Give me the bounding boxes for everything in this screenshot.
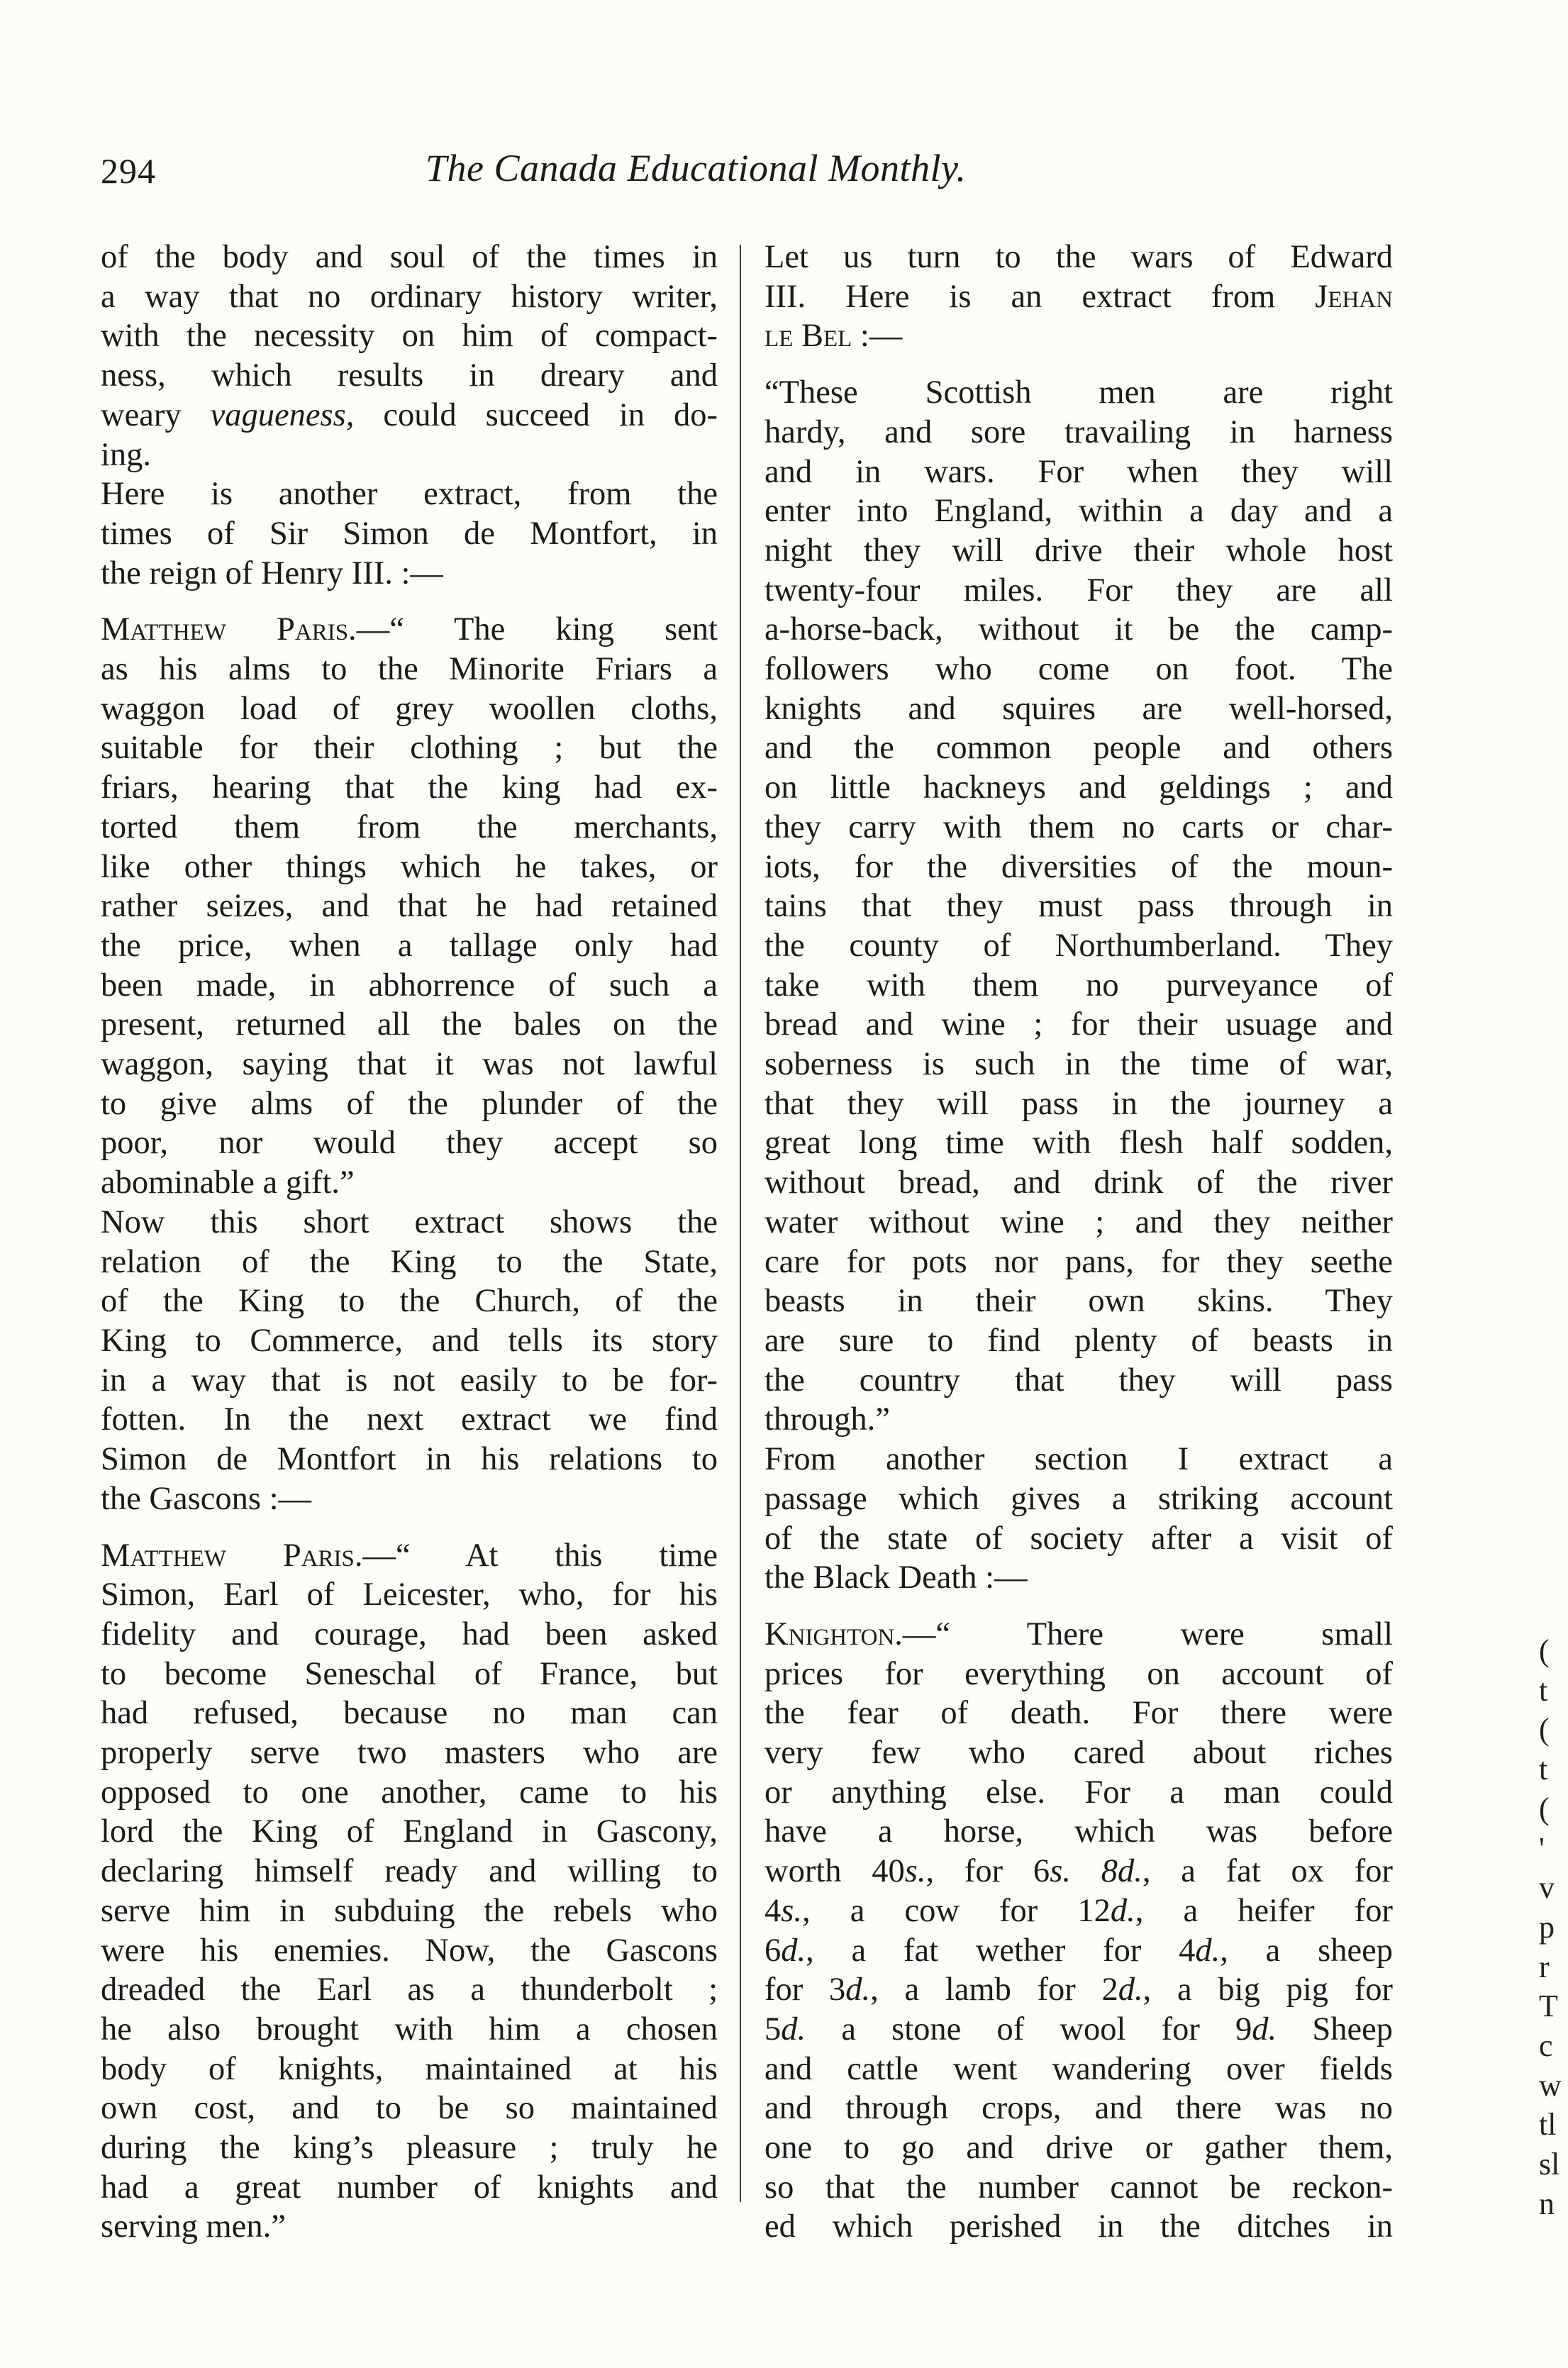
text-run: 6 <box>764 1932 782 1969</box>
text-run: have a horse, which was before <box>764 1813 1393 1850</box>
text-line <box>764 1519 1393 1559</box>
text-line <box>764 373 1393 413</box>
text-run: the Black Death :— <box>764 1560 1028 1596</box>
text-line <box>101 1361 718 1401</box>
text-line <box>764 1615 1393 1655</box>
text-line <box>101 1852 718 1891</box>
margin-fragment: T <box>1539 1989 1558 2024</box>
text-run: weary <box>101 396 211 433</box>
text-run: hardy, and sore travailing in harness <box>764 413 1393 450</box>
italic-text: d. <box>781 2011 806 2047</box>
text-line <box>764 238 1393 277</box>
text-run: present, returned all the bales on the <box>101 1006 718 1043</box>
text-line <box>101 554 718 594</box>
text-run: poor, nor would they accept so <box>101 1125 718 1162</box>
paragraph-gap <box>101 1519 718 1536</box>
text-line <box>764 1163 1393 1203</box>
text-line <box>101 808 718 847</box>
text-run: had refused, because no man can <box>101 1695 718 1732</box>
column-rule <box>740 245 741 2202</box>
text-run: Sheep <box>1277 2011 1394 2047</box>
text-line <box>101 316 718 356</box>
text-line <box>764 808 1393 847</box>
text-run: soberness is such in the time of war, <box>764 1046 1393 1083</box>
text-run: , a cow for 12 <box>801 1892 1111 1929</box>
text-run: friars, hearing that the king had ex- <box>101 769 718 806</box>
margin-fragment: ( <box>1539 1712 1550 1747</box>
text-run: , a fat ox for <box>1142 1853 1393 1890</box>
text-line <box>101 768 718 808</box>
running-head: The Canada Educational Monthly. <box>426 147 967 189</box>
text-line <box>764 1479 1393 1519</box>
text-line <box>101 1123 718 1163</box>
text-line <box>764 689 1393 729</box>
text-run: as his alms to the Minorite Friars a <box>101 651 718 688</box>
text-run: a stone of wool for 9 <box>806 2011 1252 2047</box>
text-line <box>101 2207 718 2247</box>
text-run: that they will pass in the journey a <box>764 1085 1393 1122</box>
text-line <box>101 435 718 475</box>
paragraph-gap <box>764 1598 1393 1615</box>
text-line <box>764 1970 1393 2010</box>
text-line <box>764 316 1393 356</box>
text-run: 5 <box>764 2011 782 2047</box>
text-run: the county of Northumberland. They <box>764 927 1393 964</box>
text-run: and cattle went wandering over fields <box>764 2050 1393 2087</box>
text-line <box>101 926 718 966</box>
text-run: King to Commerce, and tells its story <box>101 1322 718 1359</box>
text-line <box>101 728 718 768</box>
text-run: , a heifer for <box>1135 1892 1393 1929</box>
text-run: could succeed in do- <box>354 396 718 433</box>
text-line <box>101 1891 718 1931</box>
text-line <box>101 238 718 277</box>
margin-fragment: sl <box>1539 2147 1560 2182</box>
text-run: the country that they will pass <box>764 1362 1393 1399</box>
text-run: to become Seneschal of France, but <box>101 1655 718 1692</box>
left-column <box>101 238 718 2247</box>
text-line <box>764 531 1393 571</box>
margin-fragment: t <box>1539 1752 1548 1787</box>
text-line <box>764 1084 1393 1124</box>
text-run: like other things which he takes, or <box>101 848 718 885</box>
text-line <box>101 2010 718 2050</box>
paragraph-gap <box>101 593 718 610</box>
text-run: and in wars. For when they will <box>764 453 1393 490</box>
text-run: Simon, Earl of Leicester, who, for his <box>101 1577 718 1613</box>
text-line <box>764 1123 1393 1163</box>
text-line <box>764 926 1393 966</box>
text-run: and through crops, and there was no <box>764 2090 1393 2127</box>
text-run: , a sheep <box>1220 1932 1393 1969</box>
text-line <box>764 1733 1393 1773</box>
text-line <box>764 1282 1393 1321</box>
text-line <box>764 1400 1393 1440</box>
margin-fragment: n <box>1539 2186 1555 2221</box>
text-line <box>101 2128 718 2168</box>
text-line <box>101 1733 718 1773</box>
text-line <box>101 1812 718 1852</box>
text-line <box>764 1655 1393 1694</box>
text-line <box>764 1891 1393 1931</box>
margin-fragment: t <box>1539 1672 1548 1708</box>
text-line <box>764 1694 1393 1733</box>
text-run: relation of the King to the State, <box>101 1243 718 1280</box>
text-run: bread and wine ; for their usuage and <box>764 1006 1393 1043</box>
text-line <box>101 277 718 317</box>
text-run: torted them from the merchants, <box>101 808 718 845</box>
text-run: had a great number of knights and <box>101 2169 718 2206</box>
text-line <box>764 2010 1393 2050</box>
italic-text: d. <box>1252 2011 1277 2047</box>
text-run: or anything else. For a man could <box>764 1774 1393 1811</box>
margin-fragment: r <box>1539 1949 1550 1984</box>
margin-fragment: c <box>1539 2028 1553 2064</box>
text-run: “These Scottish men are right <box>764 374 1393 411</box>
text-line <box>101 474 718 514</box>
text-run: one to go and drive or gather them, <box>764 2130 1393 2167</box>
text-run: very few who cared about riches <box>764 1735 1393 1772</box>
text-line <box>101 514 718 554</box>
text-run: Let us turn to the wars of Edward <box>764 239 1393 275</box>
text-line <box>764 1321 1393 1361</box>
margin-fragment: w <box>1539 2067 1562 2103</box>
text-run: were his enemies. Now, the Gascons <box>101 1932 718 1969</box>
page-number: 294 <box>101 151 156 191</box>
text-line <box>101 1005 718 1045</box>
text-run: abominable a gift.” <box>101 1164 355 1201</box>
text-line <box>764 1440 1393 1479</box>
text-run: , for 6 <box>925 1853 1050 1890</box>
text-line <box>101 1400 718 1440</box>
text-line <box>764 768 1393 808</box>
margin-fragments <box>1539 1631 1566 2224</box>
text-line <box>101 1243 718 1282</box>
text-line <box>764 491 1393 531</box>
text-line <box>764 1558 1393 1598</box>
text-run: beasts in their own skins. They <box>764 1283 1393 1320</box>
text-line <box>101 1045 718 1084</box>
text-run: iots, for the diversities of the moun- <box>764 848 1393 885</box>
text-run: night they will drive their whole host <box>764 532 1393 569</box>
speaker-name: Matthew Paris. <box>101 1537 363 1574</box>
text-run: the Gascons :— <box>101 1480 312 1517</box>
text-run: opposed to one another, came to his <box>101 1774 718 1811</box>
text-line <box>101 1479 718 1519</box>
text-line <box>101 356 718 396</box>
margin-fragment: ( <box>1539 1633 1550 1668</box>
italic-text: s. <box>781 1892 802 1929</box>
text-line <box>101 2050 718 2089</box>
text-line <box>764 650 1393 689</box>
text-run: —“ At this time <box>362 1537 718 1574</box>
text-run: and the common people and others <box>764 730 1393 767</box>
italic-text: d. <box>1110 1892 1135 1929</box>
text-run: twenty-four miles. For they are all <box>764 572 1393 608</box>
italic-text: d. <box>1118 1972 1143 2008</box>
text-run: rather seizes, and that he had retained <box>101 888 718 925</box>
text-line <box>101 1440 718 1479</box>
text-run: serve him in subduing the rebels who <box>101 1892 718 1929</box>
speaker-name: Matthew Paris. <box>101 611 357 648</box>
text-line <box>764 1931 1393 1971</box>
text-run: , a lamb for 2 <box>870 1972 1118 2008</box>
text-line <box>764 1773 1393 1813</box>
text-run: waggon load of grey woollen cloths, <box>101 690 718 727</box>
text-run: 4 <box>764 1892 782 1929</box>
text-run: he also brought with him a chosen <box>101 2011 718 2047</box>
text-line <box>101 1321 718 1361</box>
text-line <box>101 610 718 650</box>
speaker-name: le Bel <box>764 318 852 355</box>
text-run: on little hackneys and geldings ; and <box>764 769 1393 806</box>
text-run: followers who come on foot. The <box>764 651 1393 688</box>
text-line <box>101 1084 718 1124</box>
text-run: Now this short extract shows the <box>101 1204 718 1240</box>
text-run: tains that they must pass through in <box>764 888 1393 925</box>
text-run: without bread, and drink of the river <box>764 1164 1393 1201</box>
text-run: properly serve two masters who are <box>101 1735 718 1772</box>
text-run: for 3 <box>764 1972 846 2008</box>
text-run: the fear of death. For there were <box>764 1695 1393 1732</box>
text-line <box>101 1773 718 1813</box>
text-run: —“ There were small <box>902 1616 1393 1652</box>
margin-fragment: p <box>1539 1909 1555 1945</box>
text-line <box>764 1005 1393 1045</box>
text-run: body of knights, maintained at his <box>101 2050 718 2087</box>
text-line <box>764 1812 1393 1852</box>
text-line <box>101 2089 718 2128</box>
text-run: , a fat wether for 4 <box>806 1932 1196 1969</box>
margin-fragment: ( <box>1539 1791 1550 1826</box>
text-run: III. Here is an extract from <box>764 278 1316 315</box>
text-run: enter into England, within a day and a <box>764 493 1393 530</box>
text-line <box>764 1045 1393 1084</box>
text-line <box>764 886 1393 926</box>
text-run: knights and squires are well-horsed, <box>764 690 1393 727</box>
speaker-name: Knighton. <box>764 1616 903 1652</box>
text-line <box>101 966 718 1006</box>
text-run: through.” <box>764 1401 890 1438</box>
text-line <box>764 2050 1393 2089</box>
text-line <box>764 277 1393 317</box>
text-run: a-horse-back, without it be the camp- <box>764 611 1393 648</box>
text-line <box>764 2168 1393 2208</box>
text-run: fotten. In the next extract we find <box>101 1401 718 1438</box>
text-run: suitable for their clothing ; but the <box>101 730 718 767</box>
text-line <box>764 966 1393 1006</box>
text-run: serving men.” <box>101 2208 286 2245</box>
text-run: waggon, saying that it was not lawful <box>101 1046 718 1083</box>
text-line <box>764 413 1393 452</box>
margin-fragment: v <box>1539 1870 1555 1906</box>
text-run: are sure to find plenty of beasts in <box>764 1322 1393 1359</box>
text-run: ed which perished in the ditches in <box>764 2208 1393 2245</box>
text-line <box>101 1970 718 2010</box>
text-line <box>764 452 1393 492</box>
italic-text: d. <box>781 1932 806 1969</box>
text-line <box>764 1361 1393 1401</box>
text-run: the reign of Henry III. :— <box>101 555 443 591</box>
text-run: during the king’s pleasure ; truly he <box>101 2130 718 2167</box>
margin-fragment: ' <box>1539 1830 1545 1866</box>
text-run: declaring himself ready and willing to <box>101 1853 718 1890</box>
text-line <box>764 847 1393 887</box>
text-line <box>764 2128 1393 2168</box>
text-run: From another section I extract a <box>764 1441 1393 1478</box>
text-run: Simon de Montfort in his relations to <box>101 1441 718 1478</box>
text-run: with the necessity on him of compact- <box>101 318 718 355</box>
text-run: prices for everything on account of <box>764 1655 1393 1692</box>
text-run: of the state of society after a visit of <box>764 1520 1393 1557</box>
text-run: so that the number cannot be reckon- <box>764 2169 1393 2206</box>
margin-fragment: tl <box>1539 2107 1557 2142</box>
text-line <box>101 847 718 887</box>
text-run: :— <box>852 318 903 355</box>
text-line <box>101 396 718 435</box>
text-run: the price, when a tallage only had <box>101 927 718 964</box>
text-run: fidelity and courage, had been asked <box>101 1616 718 1652</box>
text-run: take with them no purveyance of <box>764 967 1393 1004</box>
text-run: they carry with them no carts or char- <box>764 808 1393 845</box>
text-line <box>764 1243 1393 1282</box>
text-run: ing. <box>101 436 152 473</box>
text-line <box>764 610 1393 650</box>
italic-text: d. <box>845 1972 871 2008</box>
text-run: worth 40 <box>764 1853 905 1890</box>
text-line <box>101 886 718 926</box>
italic-text: d. <box>1195 1932 1221 1969</box>
text-run: ness, which results in dreary and <box>101 357 718 394</box>
text-line <box>101 1203 718 1243</box>
italic-text: s. 8d. <box>1050 1853 1142 1890</box>
text-run: care for pots nor pans, for they seethe <box>764 1243 1393 1280</box>
text-line <box>101 650 718 689</box>
text-run: of the body and soul of the times in <box>101 239 718 275</box>
text-line <box>101 1615 718 1655</box>
text-run: times of Sir Simon de Montfort, in <box>101 515 718 552</box>
right-column <box>764 238 1393 2247</box>
text-run: in a way that is not easily to be for- <box>101 1362 718 1399</box>
text-line <box>764 728 1393 768</box>
paragraph-gap <box>764 356 1393 373</box>
text-line <box>101 689 718 729</box>
italic-text: vagueness, <box>210 396 355 433</box>
text-run: water without wine ; and they neither <box>764 1204 1393 1240</box>
text-line <box>764 1852 1393 1891</box>
text-run: lord the King of England in Gascony, <box>101 1813 718 1850</box>
text-run: Here is another extract, from the <box>101 476 718 513</box>
speaker-name: Jehan <box>1315 278 1393 315</box>
text-run: own cost, and to be so maintained <box>101 2090 718 2127</box>
text-run: —“ The king sent <box>356 611 718 648</box>
text-line <box>764 1203 1393 1243</box>
text-line <box>101 1931 718 1971</box>
text-line <box>764 2089 1393 2128</box>
text-line <box>101 1655 718 1694</box>
text-run: to give alms of the plunder of the <box>101 1085 718 1122</box>
text-line <box>101 1536 718 1576</box>
text-line <box>101 1575 718 1615</box>
text-run: of the King to the Church, of the <box>101 1283 718 1320</box>
text-line <box>101 1163 718 1203</box>
text-run: passage which gives a striking account <box>764 1480 1393 1517</box>
text-run: been made, in abhorrence of such a <box>101 967 718 1004</box>
text-line <box>101 1694 718 1733</box>
text-line <box>764 571 1393 611</box>
text-line <box>764 2207 1393 2247</box>
text-run: , a big pig for <box>1142 1972 1393 2008</box>
italic-text: s. <box>904 1853 926 1890</box>
text-run: a way that no ordinary history writer, <box>101 278 718 315</box>
text-run: dreaded the Earl as a thunderbolt ; <box>101 1972 718 2008</box>
text-line <box>101 2168 718 2208</box>
text-line <box>101 1282 718 1321</box>
text-run: great long time with flesh half sodden, <box>764 1125 1393 1162</box>
